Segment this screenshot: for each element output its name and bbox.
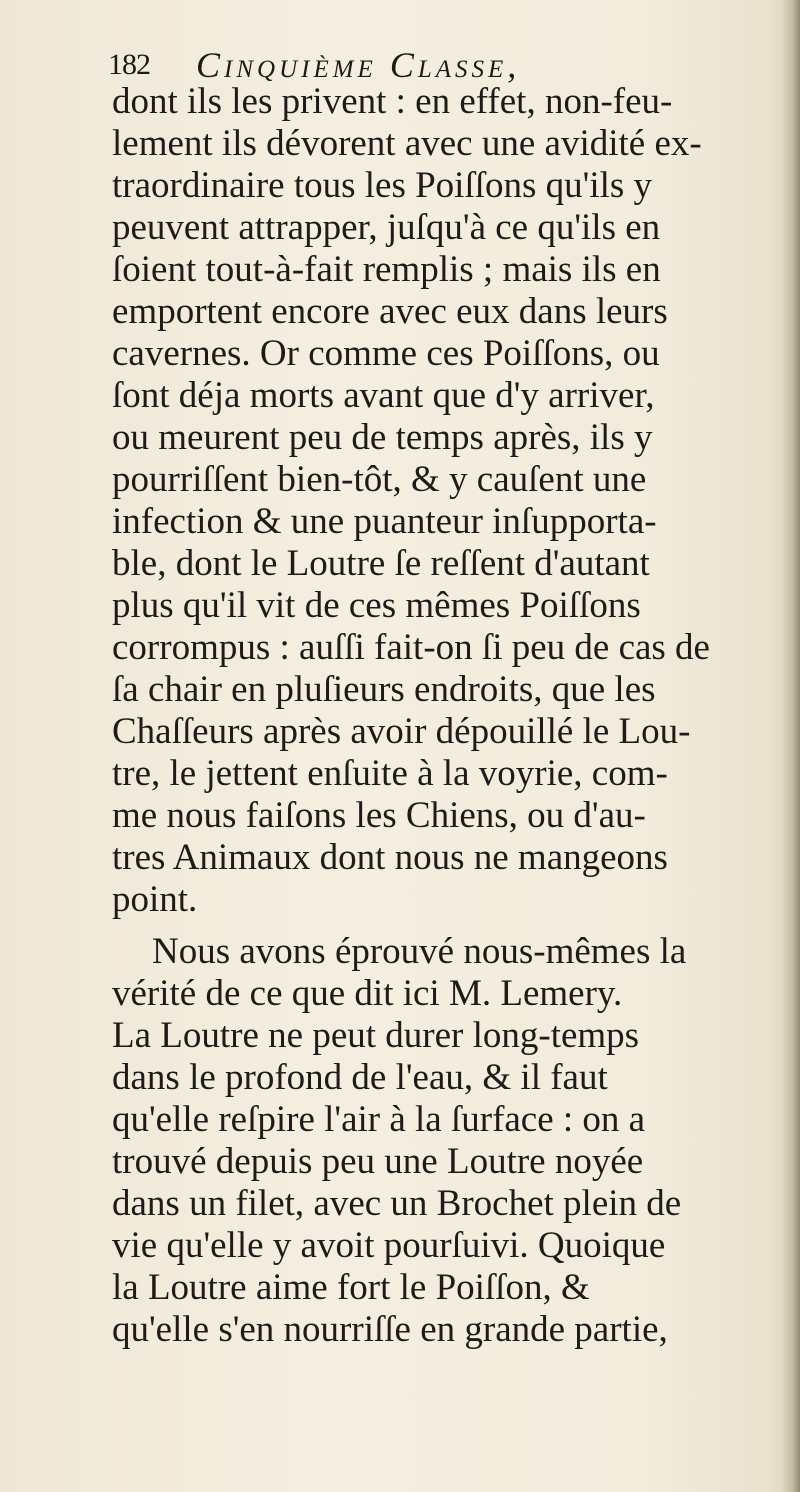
paragraph-start-line: Nous avons éprouvé nous-mêmes la <box>152 931 687 972</box>
text-line: ſa chair en pluſieurs endroits, que les <box>112 669 656 710</box>
text-line: tre, le jettent enſuite à la voyrie, com- <box>112 753 668 794</box>
text-line: emportent encore avec eux dans leurs <box>112 291 668 332</box>
text-line: dans le profond de l'eau, & il faut <box>112 1057 608 1098</box>
text-line: dont ils les privent : en effet, non-feu- <box>112 81 673 122</box>
text-line: vérité de ce que dit ici M. Lemery. <box>112 973 623 1014</box>
running-head: Cinquième Classe, <box>196 45 521 85</box>
page-edge-shadow <box>782 0 800 1492</box>
text-line: dans un filet, avec un Brochet plein de <box>112 1183 682 1224</box>
text-line: peuvent attrapper, juſqu'à ce qu'ils en <box>112 207 661 248</box>
text-line: vie qu'elle y avoit pourſuivi. Quoique <box>112 1225 666 1266</box>
text-line: ſont déja morts avant que d'y arriver, <box>112 375 655 416</box>
text-line: infection & une puanteur inſupporta- <box>112 501 657 542</box>
text-line: ſoient tout-à-fait remplis ; mais ils en <box>112 249 661 290</box>
text-line: me nous faiſons les Chiens, ou d'au- <box>112 795 646 836</box>
text-line: ble, dont le Loutre ſe reſſent d'autant <box>112 543 650 584</box>
text-line: cavernes. Or comme ces Poiſſons, ou <box>112 333 660 374</box>
page-number: 182 <box>108 48 150 81</box>
text-line: la Loutre aime fort le Poiſſon, & <box>112 1267 590 1308</box>
text-line: trouvé depuis peu une Loutre noyée <box>112 1141 644 1182</box>
text-line: lement ils dévorent avec une avidité ex- <box>112 123 702 164</box>
text-line: corrompus : auſſi fait-on ſi peu de cas de <box>112 627 710 668</box>
text-line: pourriſſent bien-tôt, & y cauſent une <box>112 459 647 500</box>
text-line: plus qu'il vit de ces mêmes Poiſſons <box>112 585 641 626</box>
text-line: point. <box>112 879 198 920</box>
text-line: qu'elle reſpire l'air à la ſurface : on a <box>112 1099 646 1140</box>
text-line: ou meurent peu de temps après, ils y <box>112 417 653 458</box>
text-line: qu'elle s'en nourriſſe en grande partie, <box>112 1309 668 1350</box>
text-line: traordinaire tous les Poiſſons qu'ils y <box>112 165 653 206</box>
text-line: La Loutre ne peut durer long-temps <box>112 1015 640 1056</box>
text-line: tres Animaux dont nous ne mangeons <box>112 837 668 878</box>
text-line: Chaſſeurs après avoir dépouillé le Lou- <box>112 711 691 752</box>
